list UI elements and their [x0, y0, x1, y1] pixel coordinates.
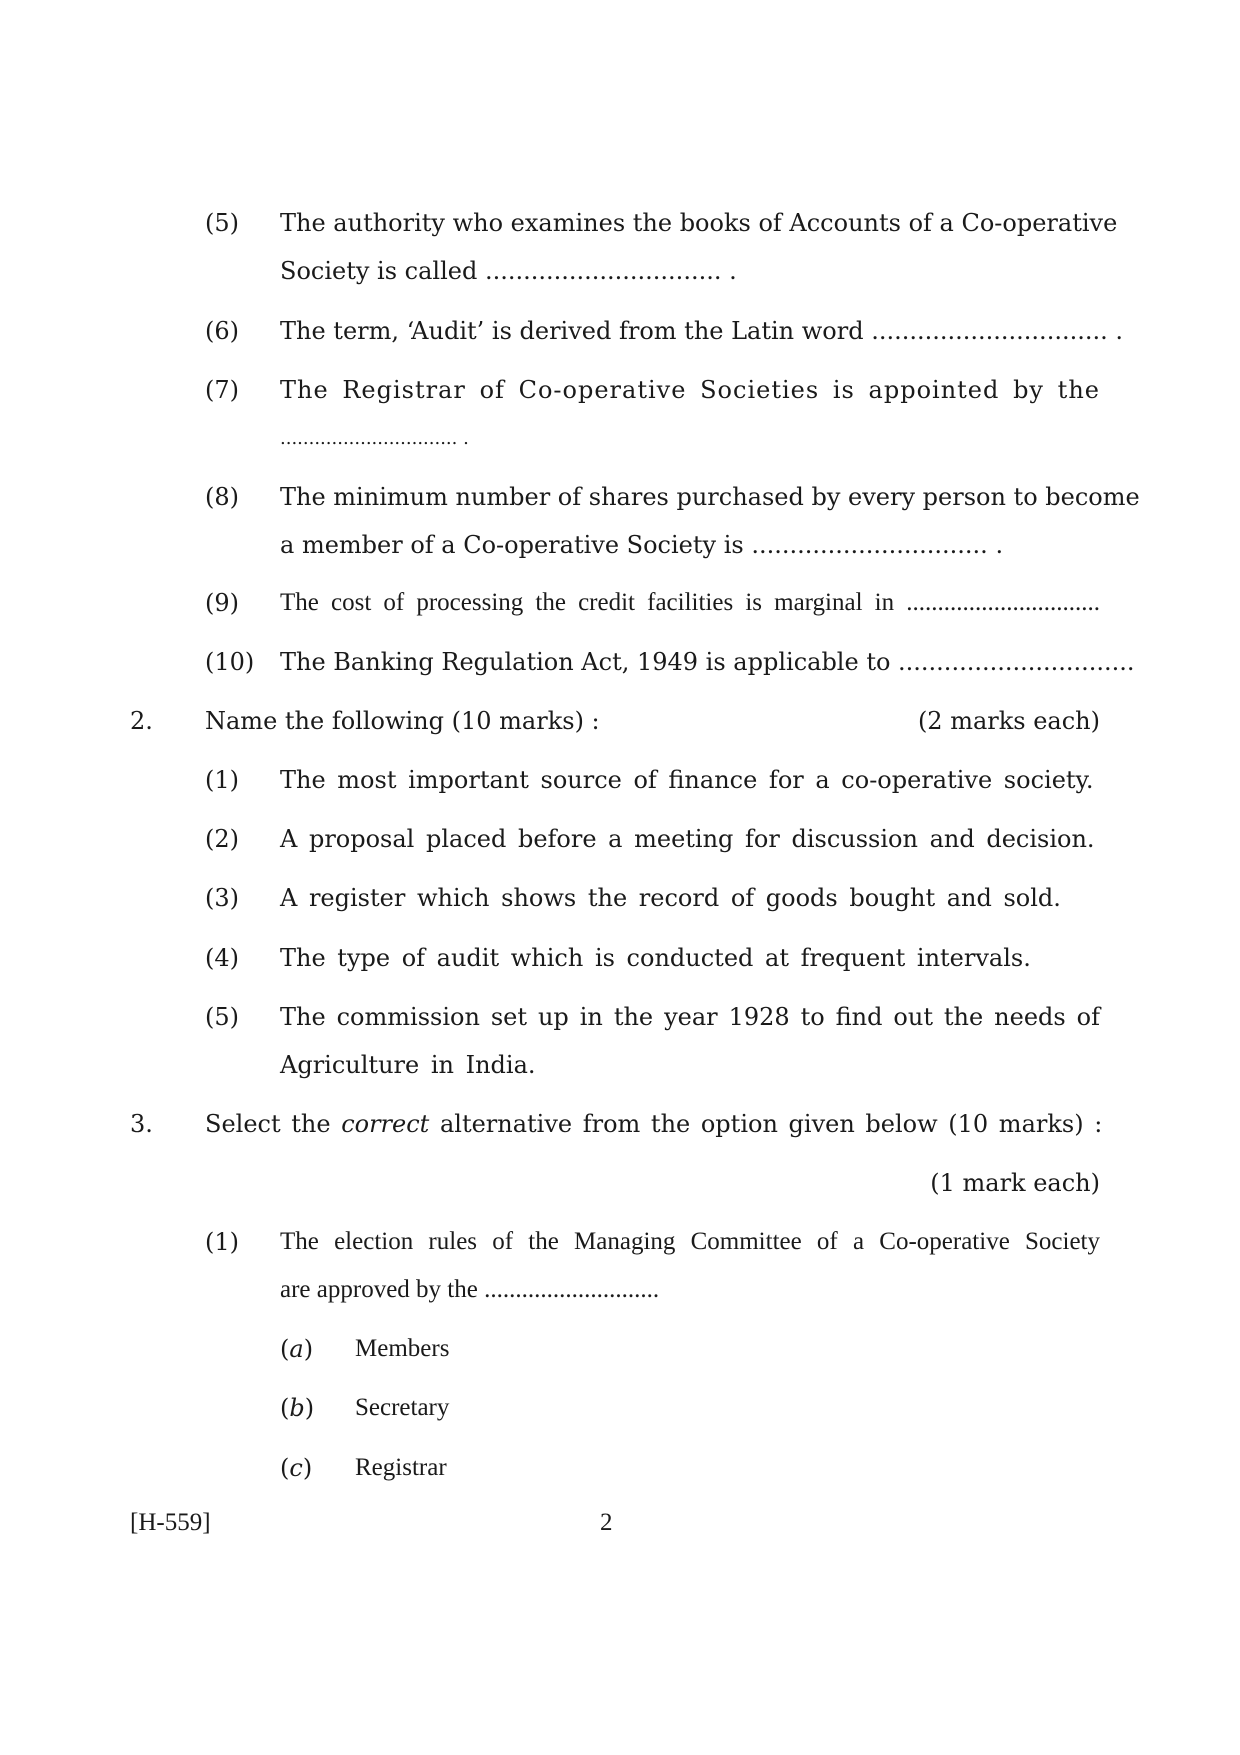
q2-number: 2.: [130, 707, 153, 735]
q3-item-1-option-b-label: (b): [280, 1394, 315, 1422]
q3-item-1-option-c-text: Registrar: [355, 1454, 447, 1481]
q3-heading: [205, 1109, 1102, 1139]
q2-item-4-text: The type of audit which is conducted at frequent intervals.: [280, 944, 1031, 972]
page-number: 2: [600, 1509, 613, 1536]
q3-marks: (1 mark each): [930, 1169, 1100, 1197]
q2-item-3-text: A register which shows the record of goods bought and sold.: [280, 884, 1061, 912]
q1-item-9-text: The cost of processing the credit facilities is marginal in ...............................: [280, 589, 1100, 616]
q3-item-1-option-a-letter: a: [289, 1335, 304, 1363]
q2-item-5-line2: Agriculture in India.: [280, 1051, 536, 1079]
q1-item-7-line1: The Registrar of Co-operative Societies is appointed by the: [280, 376, 1100, 404]
q2-marks: (2 marks each): [917, 707, 1100, 735]
q3-item-1-line1: The election rules of the Managing Committee of a Co-operative Society: [280, 1228, 1100, 1255]
q1-item-8-line1: The minimum number of shares purchased by every person to become: [280, 483, 1140, 511]
q2-item-2-number: (2): [205, 825, 239, 853]
q2-item-5-line1: The commission set up in the year 1928 to find out the needs of: [280, 1003, 1100, 1031]
q2-item-5-number: (5): [205, 1003, 239, 1031]
q1-item-7-line2: ............................... .: [280, 428, 469, 449]
q3-number: 3.: [130, 1110, 153, 1138]
q1-item-5-line1: The authority who examines the books of Accounts of a Co-operative: [280, 209, 1118, 237]
q1-item-10-text: The Banking Regulation Act, 1949 is applicable to ...............................: [280, 648, 1135, 676]
q1-item-7-number: (7): [205, 376, 239, 404]
q3-item-1-option-b-text: Secretary: [355, 1394, 450, 1421]
q3-heading-post: alternative from the option given below (10 marks) :: [439, 1110, 1103, 1138]
q2-item-1-text: The most important source of finance for a co-operative society.: [280, 766, 1094, 794]
q2-item-4-number: (4): [205, 944, 239, 972]
q3-heading-emphasis: correct: [341, 1110, 430, 1138]
q2-heading: Name the following (10 marks) :: [205, 707, 600, 735]
q2-item-1-number: (1): [205, 766, 239, 794]
q1-item-10-number: (10): [205, 648, 255, 676]
q3-item-1-line2: are approved by the ............................: [280, 1276, 660, 1303]
q1-item-6-text: The term, ‘Audit’ is derived from the Latin word ............................... .: [280, 317, 1123, 345]
q3-item-1-option-a-label: (a): [280, 1335, 314, 1363]
q2-item-2-text: A proposal placed before a meeting for discussion and decision.: [280, 825, 1095, 853]
q1-item-8-number: (8): [205, 483, 239, 511]
q2-item-3-number: (3): [205, 884, 239, 912]
q3-item-1-option-c-label: (c): [280, 1454, 313, 1482]
paper-code: [H-559]: [130, 1509, 211, 1536]
q3-item-1-option-b-letter: b: [289, 1394, 305, 1422]
q3-item-1-option-a-text: Members: [355, 1335, 450, 1362]
q3-item-1-number: (1): [205, 1228, 239, 1256]
q1-item-6-number: (6): [205, 317, 239, 345]
q1-item-8-line2: a member of a Co-operative Society is ............................... .: [280, 531, 1004, 559]
q1-item-5-line2: Society is called ............................... .: [280, 257, 737, 285]
q1-item-9-number: (9): [205, 589, 239, 617]
q3-heading-pre: Select the: [205, 1110, 331, 1138]
q3-item-1-option-c-letter: c: [289, 1454, 303, 1482]
q1-item-5-number: (5): [205, 209, 239, 237]
